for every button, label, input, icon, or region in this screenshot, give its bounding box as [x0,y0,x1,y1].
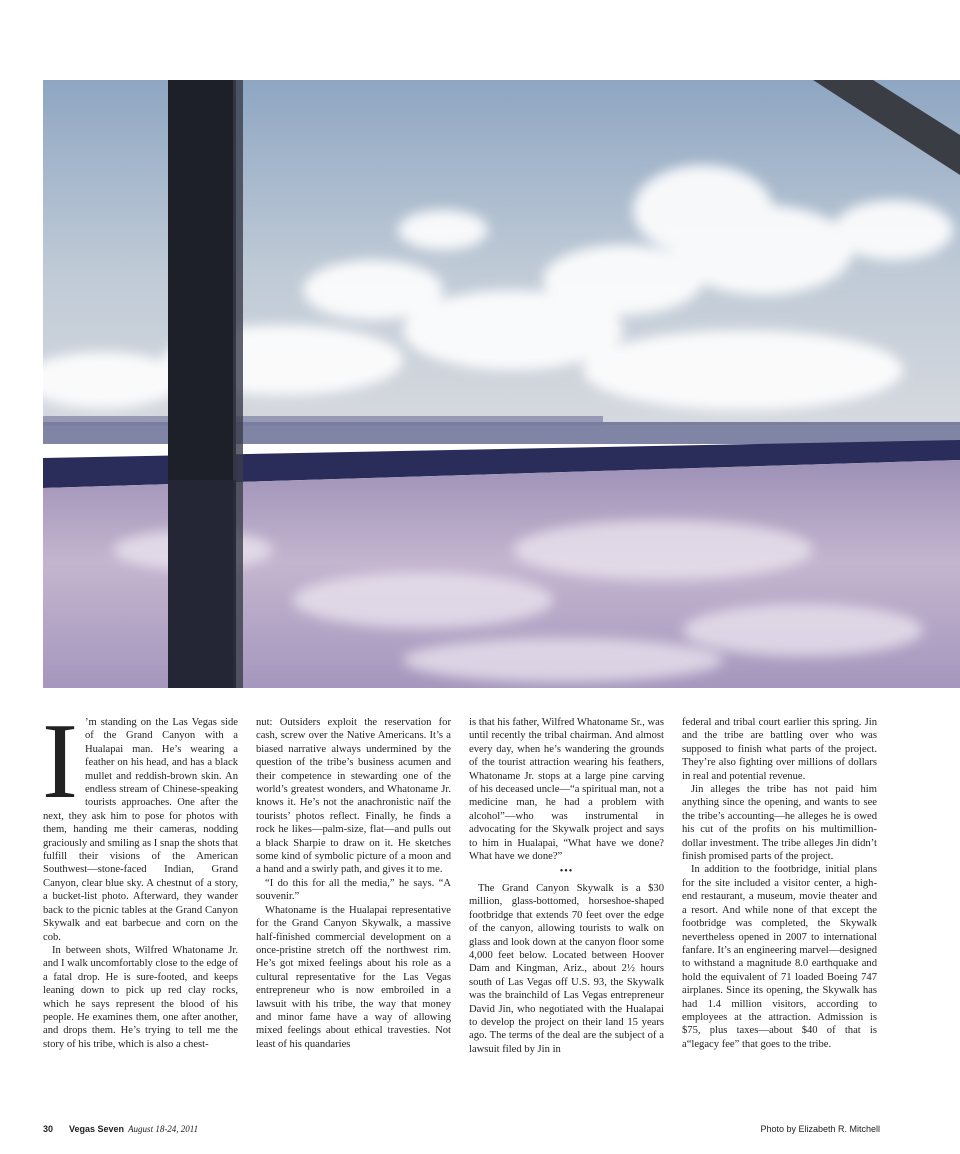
skywalk-photo-graphic [43,80,960,688]
paragraph: is that his father, Wilfred Whatoname Sr., was until recently the tribal chairman. And almost every day, when he’s wandering the grounds of the tourist attraction wearing his feathers, Whatoname Jr. stops at a large pine carving of his deceased uncle—“a spiritual man, not a medicine man, he had a problem with alcohol”—who was instrumental in advocating for the Skywalk project and says to him in Hualapai, “What have we done? What have we done?” [469,717,664,863]
article-column-4 [682,716,877,1051]
paragraph: Jin alleges the tribe has not paid him anything since the opening, and wants to see the tribe’s accounting—he alleges he is owed his cut of the profits on his multimillion-dollar investment. The tribe alleges Jin didn’t finish promised parts of the project. [682,784,877,863]
paragraph: nut: Outsiders exploit the reservation for cash, screw over the Native Americans. It’s a biased narrative always undermined by the question of the tribe’s business acumen and their competence in stewarding one of the world’s greatest wonders, and Whatoname Jr. knows it. He’s not the anachronistic naïf the tourists’ photos reflect. Finally, he finds a rock he likes—palm-size, flat—and pulls out a black Sharpie to draw on it. He sketches some kind of symbolic picture of a moon and a hand and a swirly path, and gives it to me. [256,717,451,876]
paragraph-text: ’m standing on the Las Vegas side of the Grand Canyon with a Hualapai man. He’s wearing a feather on his head, and has a black mullet and reddish-brown skin. An endless stream of Chinese-speaking tourists approaches. One after the next, they ask him to pose for photos with them, handing me their cameras, nodding graciously and smiling as I snap the shots that fulfill their visions of the American Southwest—stone-faced Indian, Grand Canyon, clear blue sky. A chestnut of a story, a bucket-list photo. Afterward, they wander back to the picnic tables at the Grand Canyon Skywalk and eat barbecue and corn on the cob. [43,717,238,943]
paragraph: In addition to the footbridge, initial plans for the site included a visitor center, a high-end restaurant, a museum, movie theater and a resort. And while none of that except the footbridge was completed, the Skywalk nevertheless opened in 2007 to international fanfare. It’s an engineering marvel—designed to withstand a magnitude 8.0 earthquake and hold the equivalent of 71 loaded Boeing 747 airplanes. Since its opening, the Skywalk has had 1.4 million visitors, according to employees at the attraction. Admission is $75, plus taxes—about $40 of that is a“legacy fee” that goes to the tribe. [682,864,877,1050]
drop-cap: I [42,702,78,821]
paragraph: federal and tribal court earlier this spring. Jin and the tribe are battling over who was supposed to finish what parts of the project. They’re also fighting over millions of dollars in real and potential revenue. [682,717,877,782]
article-column-3 [469,716,664,1056]
photo-credit: Photo by Elizabeth R. Mitchell [760,1124,880,1134]
section-divider: ••• [559,866,574,878]
paragraph [42,702,238,944]
publication-name: Vegas Seven [69,1124,125,1134]
paragraph: The Grand Canyon Skywalk is a $30 million, glass-bottomed, horseshoe-shaped footbridge that extends 70 feet over the edge of the canyon, allowing tourists to walk on glass and look down at the canyon floor some 4,000 feet below. Located between Hoover Dam and Kingman, Ariz., about 2½ hours south of Las Vegas off U.S. 93, the Skywalk was the brainchild of Las Vegas entrepreneur David Jin, who negotiated with the Hualapai to develop the project on their land 15 years ago. The terms of the deal are the subject of a lawsuit filed by Jin in [469,882,664,1055]
issue-date: August 18-24, 2011 [128,1124,199,1134]
skywalk-photo [43,80,960,688]
page-number: 30 [43,1124,54,1134]
article-column-1 [42,702,238,1051]
paragraph: Whatoname is the Hualapai representative for the Grand Canyon Skywalk, a massive half-finished commercial development on a once-pristine stretch off the northwest rim. He’s got mixed feelings about his role as a cultural representative for the Las Vegas entrepreneur who is now embroiled in a lawsuit with his tribe, the way that money and minor fame have a way of allowing mixed feelings about ethical travesties. Not least of his quandaries [256,904,451,1050]
page-footer [43,1124,198,1134]
article-column-2 [256,716,451,1051]
paragraph: “I do this for all the media,” he says. “A souvenir.” [256,877,451,903]
paragraph: In between shots, Wilfred Whatoname Jr. and I walk uncomfortably close to the edge of a fatal drop. He is sure-footed, and keeps leaning down to pick up red clay rocks, which he says represent the blood of his people. He examines them, one after another, and drops them. He’s trying to tell me the story of his tribe, which is also a chest- [43,944,238,1050]
